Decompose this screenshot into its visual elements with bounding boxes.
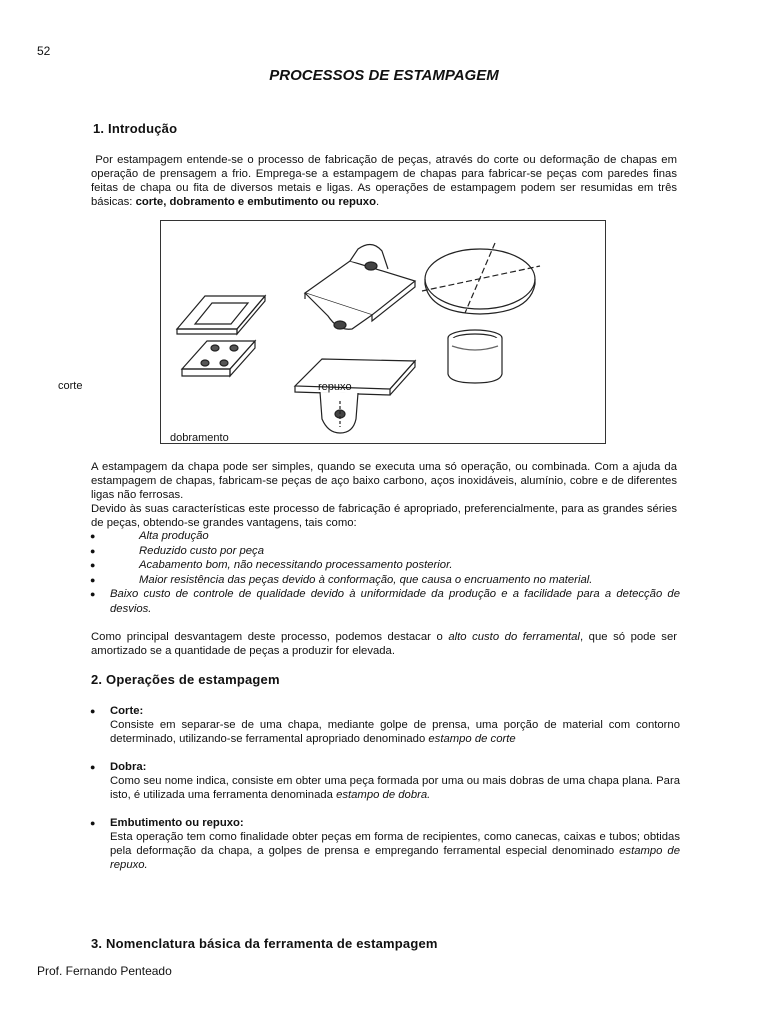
operation-item-dobra: ● Dobra: Como seu nome indica, consiste em obter uma peça formada por uma ou mais dobras de uma chapa plana. Para isto, é utilizada uma ferramenta denominada estampo de dobra. xyxy=(90,761,680,801)
list-item: ● Baixo custo de controle de qualidade devido à uniformidade da produção e a facilidade para a detecção de desvios. xyxy=(90,588,680,615)
paragraph-2: A estampagem da chapa pode ser simples, quando se executa uma só operação, ou combinada. Com a ajuda da estampagem de chapas, fabricam-se peças de aço baixo carbono, aços inoxidáveis, alumínio, cobre e de diferentes ligas não ferrosas. xyxy=(91,461,677,501)
intro-end: . xyxy=(376,196,380,208)
disadvantage-paragraph: Como principal desvantagem deste processo, podemos destacar o alto custo do ferramental, que só pode ser amortizado se a quantidade de peças a produzir for elevada. xyxy=(91,631,677,657)
drawn-part-drawing xyxy=(295,359,415,433)
bullet-icon: ● xyxy=(90,545,96,556)
figure-label-repuxo: repuxo xyxy=(318,381,352,393)
bent-part-drawing xyxy=(305,244,415,329)
bullet-icon: ● xyxy=(90,706,96,716)
bullet-icon: ● xyxy=(90,818,96,828)
bullet-icon: ● xyxy=(90,762,96,772)
operation-item-repuxo: ● Embutimento ou repuxo: Esta operação tem como finalidade obter peças em forma de recipientes, como canecas, caixas e tubos; obtidas pela deformação da chapa, a golpes de prensa e empregando ferramental especial denominado estampo de repuxo. xyxy=(90,817,680,871)
bullet-icon: ● xyxy=(90,531,96,541)
operations-list xyxy=(90,704,680,872)
section-1-heading: 1. Introdução xyxy=(93,121,178,136)
list-item: ● Alta produção xyxy=(90,530,209,542)
figure-label-corte: corte xyxy=(58,380,83,392)
disc-drawing xyxy=(422,243,540,314)
list-item: ● Maior resistência das peças devido à conformação, que causa o encruamento no material. xyxy=(90,573,593,586)
section-3-heading: 3. Nomenclatura básica da ferramenta de estampagem xyxy=(91,936,438,951)
page-title: PROCESSOS DE ESTAMPAGEM xyxy=(269,67,499,84)
page-footer: Prof. Fernando Penteado xyxy=(37,964,172,978)
paragraph-3: Devido às suas características este processo de fabricação é apropriado, preferencialmente, para as grandes séries de peças, obtendo-se grandes vantagens, tais como: xyxy=(91,503,677,529)
operation-item-corte: ● Corte: Consiste em separar-se de uma chapa, mediante golpe de prensa, uma porção de material com contorno determinado, utilizando-se ferramental apropriado denominado estampo de corte xyxy=(90,705,680,745)
intro-paragraph xyxy=(91,153,677,209)
figure-label-dobramento: dobramento xyxy=(170,432,229,444)
advantages-list xyxy=(90,529,680,616)
bullet-icon: ● xyxy=(90,589,96,599)
cylinder-drawing xyxy=(448,330,502,383)
bullet-icon: ● xyxy=(90,574,96,585)
list-item: ● Reduzido custo por peça xyxy=(90,544,264,557)
intro-text: Por estampagem entende-se o processo de fabricação de peças, através do corte ou deformação de chapas em operação de prensagem a frio. Emprega-se a estampagem de chapas para fabricar-se peças com paredes finas feitas de chapa ou fita de diversos metais e ligas. As operações de estampagem podem ser resumidas em três básicas: xyxy=(91,154,677,208)
page-number: 52 xyxy=(37,44,51,58)
stamping-figure xyxy=(160,220,606,444)
section-2-heading: 2. Operações de estampagem xyxy=(91,672,280,687)
cut-frame-drawing xyxy=(177,296,265,334)
stamping-parts-illustration xyxy=(160,221,606,445)
cut-plate-drawing xyxy=(182,341,255,376)
bullet-icon: ● xyxy=(90,560,96,570)
list-item: ● Acabamento bom, não necessitando processamento posterior. xyxy=(90,559,453,571)
intro-bold-text: corte, dobramento e embutimento ou repuxo xyxy=(135,196,376,208)
